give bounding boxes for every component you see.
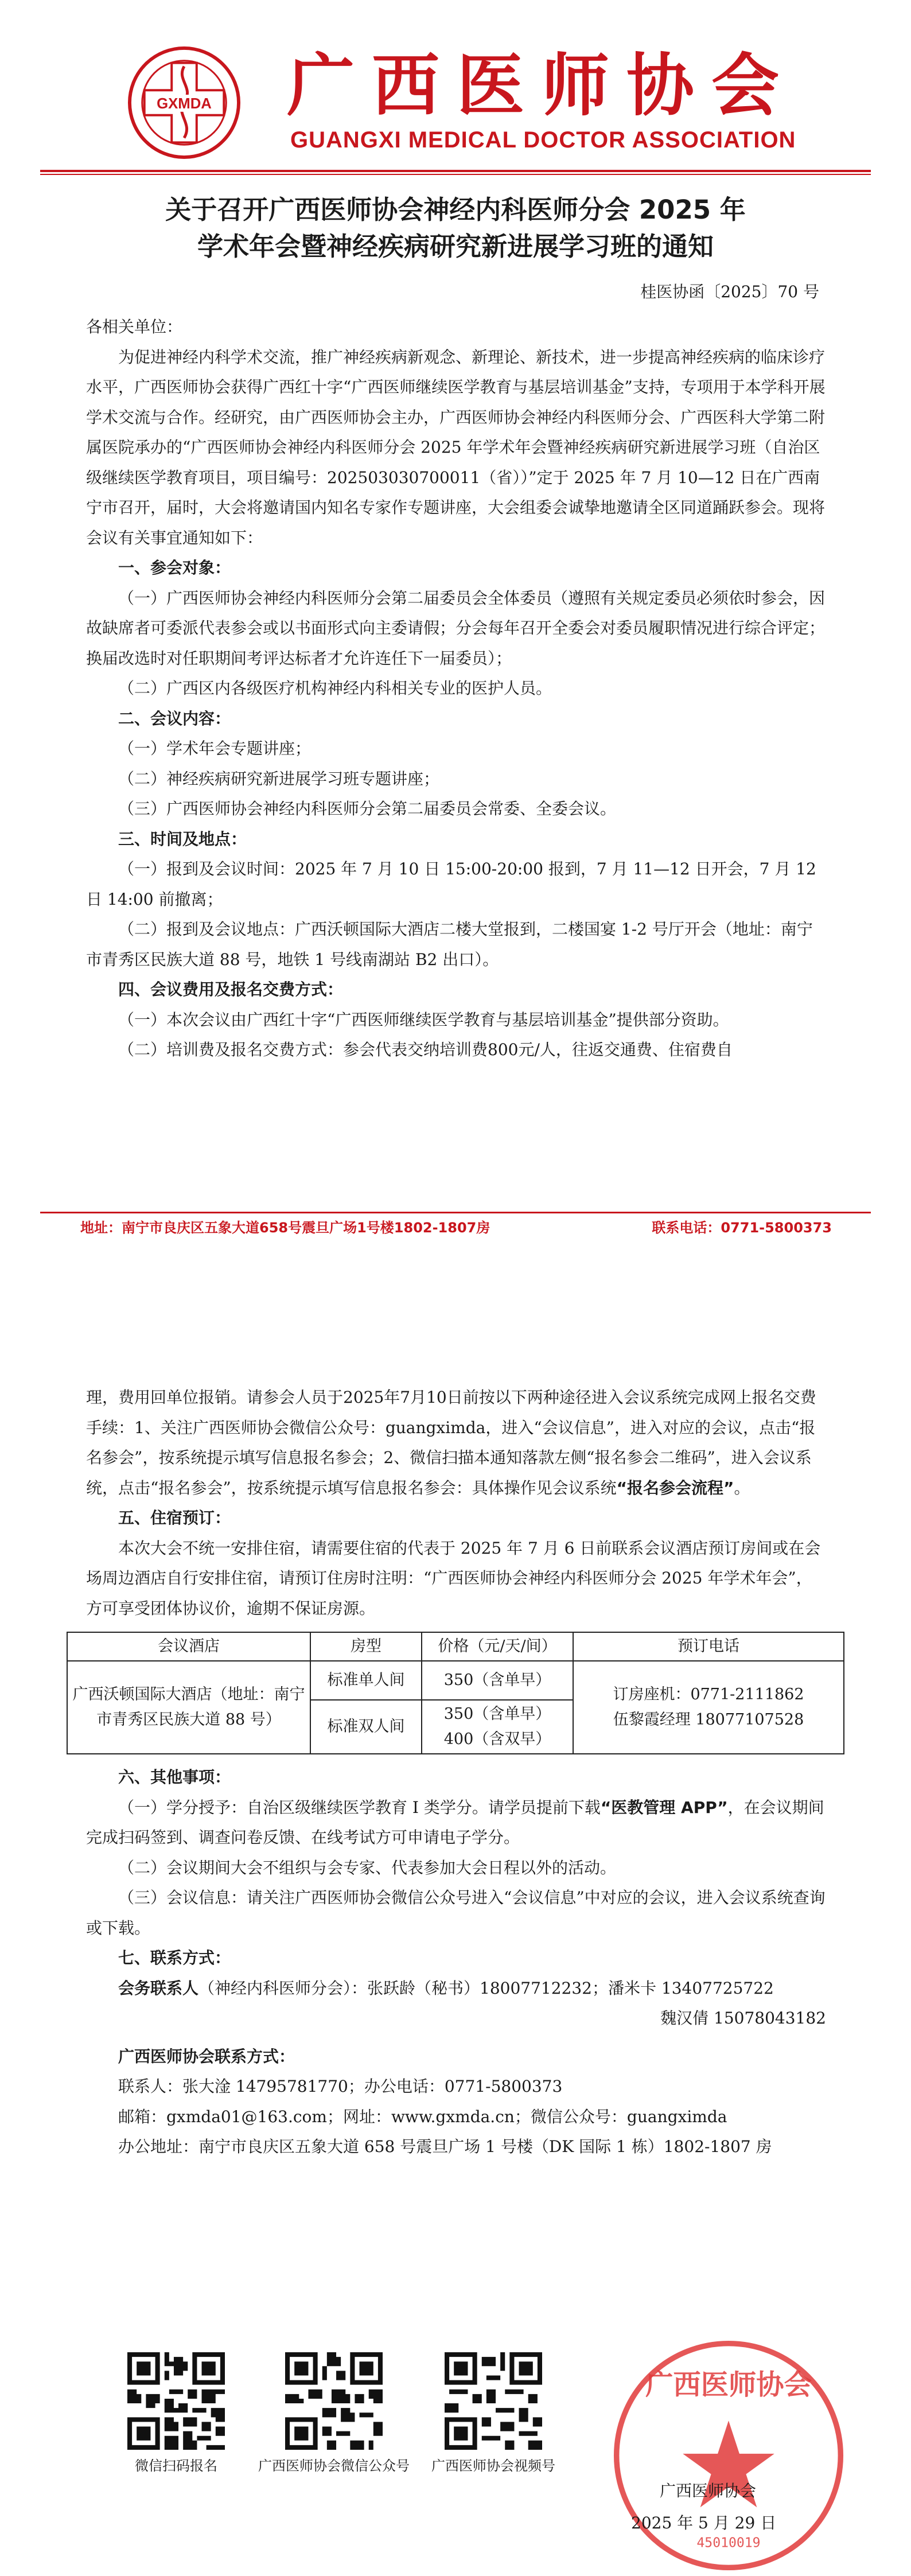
section4-item: （一）本次会议由广西红十字“广西医师继续医学教育与基层培训基金”提供部分资助。 xyxy=(118,1010,729,1029)
section6-item: （三）会议信息：请关注广西医师协会微信公众号进入“会议信息”中对应的会议，进入会议系统查询或下载。 xyxy=(86,1888,826,1937)
title-line-2: 学术年会暨神经疾病研究新进展学习班的通知 xyxy=(197,231,714,262)
meeting-contact xyxy=(86,1974,826,2004)
fee-text: 理，费用回单位报销。请参会人员于2025年7月10日前按以下两种途径进入会议系统完成网上报名交费手续：1、关注广西医师协会微信公众号：guangximda，进入“会议信息”，进入对应的会议，点击“报名参会”，按系统提示填写信息报名参会；2、微信扫描本通知落款左侧“报名参会二维码”，进入会议系统，点击“报名参会”，按系统提示填写信息报名参会：具体操作见会议系统 xyxy=(86,1388,816,1497)
intro-paragraph: 为促进神经内科学术交流，推广神经疾病新观念、新理论、新技术，进一步提高神经疾病的临床诊疗水平，广西医师协会获得广西红十字“广西医师继续医学教育与基层培训基金”支持，专项用于本学科开展学术交流与合作。经研究，由广西医师协会主办，广西医师协会神经内科医师分会、广西医科大学第二附属医院承办的“广西医师协会神经内科医师分会 2025 年学术年会暨神经疾病研究新进展学习班（自治区级继续医学教育项目，项目编号：202503030700011（省））”定于 2025 年 7 月 10—12 日在广西南宁市召开，届时，大会将邀请国内知名专家作专题讲座，大会组委会诚挚地邀请全区同道踊跃参会。现将会议有关事宜通知如下： xyxy=(86,347,826,547)
association-contact-heading: 广西医师协会联系方式： xyxy=(118,2046,295,2066)
section6-heading: 六、其他事项： xyxy=(118,1768,231,1787)
video-account-qr-code[interactable] xyxy=(445,2352,542,2450)
seal-text: 广西医师协会 xyxy=(645,2368,812,2401)
section2-heading: 二、会议内容： xyxy=(118,709,231,728)
section4-heading: 四、会议费用及报名交费方式： xyxy=(118,980,344,999)
booking-landline: 订房座机：0771-2111862 xyxy=(613,1686,804,1703)
credit-text-end: ，在会议期间完成扫码签到、调查问卷反馈、在线考试方可申请电子学分。 xyxy=(86,1797,824,1847)
section7-heading: 七、联系方式： xyxy=(118,1948,231,1967)
wechat-official-account-qr-code[interactable] xyxy=(285,2352,383,2450)
price-cell xyxy=(422,1700,573,1754)
accommodation-text: 本次大会不统一安排住宿，请需要住宿的代表于 2025 年 7 月 6 日前联系会议酒店预订房间或在会场周边酒店自行安排住宿，请预订住房时注明：“广西医师协会神经内科医师分会 2025 年学术年会”，方可享受团体协议价，逾期不保证房源。 xyxy=(86,1538,821,1618)
qr-caption: 广西医师协会视频号 xyxy=(431,2458,555,2474)
table-header-row xyxy=(67,1632,844,1661)
notice-title xyxy=(69,192,842,265)
letterhead xyxy=(0,0,911,166)
association-name-en: GUANGXI MEDICAL DOCTOR ASSOCIATION xyxy=(290,127,796,153)
section1-item: （二）广西区内各级医疗机构神经内科相关专业的医护人员。 xyxy=(118,679,552,698)
header-divider xyxy=(40,170,871,172)
section2-item: （三）广西医师协会神经内科医师分会第二届委员会常委、全委会议。 xyxy=(118,799,617,818)
greeting: 各相关单位： xyxy=(86,317,183,336)
association-logo xyxy=(127,46,241,159)
notice-body-page2 xyxy=(72,1383,826,2162)
table-header: 会议酒店 xyxy=(67,1632,310,1661)
section3-item: （二）报到及会议地点：广西沃顿国际大酒店二楼大堂报到，二楼国宴 1-2 号厅开会（地址：南宁市青秀区民族大道 88 号，地铁 1 号线南湖站 B2 出口）。 xyxy=(86,920,813,969)
booking-manager: 伍黎霞经理 18077107528 xyxy=(613,1711,804,1729)
qr-caption: 微信扫码报名 xyxy=(135,2458,217,2474)
page-footer xyxy=(80,1216,832,1236)
room-type-cell: 标准双人间 xyxy=(310,1700,422,1754)
title-line-1: 关于召开广西医师协会神经内科医师分会 2025 年 xyxy=(165,194,746,225)
document-number: 桂医协函〔2025〕70 号 xyxy=(640,282,819,301)
price-double-breakfast: 400（含双早） xyxy=(443,1730,551,1748)
association-contact-line: 办公地址：南宁市良庆区五象大道 658 号震旦广场 1 号楼（DK 国际 1 栋）1802-1807 房 xyxy=(118,2137,772,2156)
booking-phone-cell xyxy=(573,1661,844,1754)
registration-flow-label: “报名参会流程” xyxy=(616,1478,734,1497)
footer-divider xyxy=(40,1212,871,1213)
signature-date: 2025 年 5 月 29 日 xyxy=(631,2513,777,2532)
logo-text: GXMDA xyxy=(157,95,212,112)
credit-text: （一）学分授予：自治区级继续医学教育 I 类学分。请学员提前下载 xyxy=(118,1797,601,1817)
bottom-section xyxy=(0,2329,911,2570)
header-divider-thin xyxy=(40,174,871,175)
section2-item: （二）神经疾病研究新进展学习班专题讲座； xyxy=(118,769,440,788)
section1-item: （一）广西医师协会神经内科医师分会第二届委员会全体委员（遵照有关规定委员必须依时参会，因故缺席者可委派代表参会或以书面形式向主委请假；分会每年召开全委会对委员履职情况进行综合评定；换届改选时对任职期间考评达标者才允许连任下一届委员）； xyxy=(86,588,826,668)
section1-heading: 一、参会对象： xyxy=(118,558,231,577)
notice-body-page1 xyxy=(86,312,826,1065)
section4-item-continued xyxy=(86,1383,826,1503)
hotel-table xyxy=(67,1632,844,1754)
signature-org: 广西医师协会 xyxy=(660,2481,757,2500)
table-header: 价格（元/天/间） xyxy=(422,1632,573,1661)
table-header: 房型 xyxy=(310,1632,422,1661)
meeting-contact-extra: 魏汉倩 15078043182 xyxy=(660,2009,826,2028)
association-contact-line: 邮箱：gxmda01@163.com；网址：www.gxmda.cn；微信公众号：guangximda xyxy=(118,2107,727,2126)
seal-code: 45010019 xyxy=(696,2535,761,2551)
qr-caption: 广西医师协会微信公众号 xyxy=(258,2458,410,2474)
price-single-breakfast: 350（含单早） xyxy=(443,1705,551,1723)
association-name: 广西医师协会 xyxy=(287,46,797,125)
section5-heading: 五、住宿预订： xyxy=(118,1508,231,1527)
section2-item: （一）学术年会专题讲座； xyxy=(118,739,312,758)
room-type-cell: 标准单人间 xyxy=(310,1661,422,1700)
fee-text-end: 。 xyxy=(734,1478,750,1497)
section4-item: （二）培训费及报名交费方式：参会代表交纳培训费800元/人，往返交通费、住宿费自 xyxy=(118,1040,733,1059)
association-contact-line: 联系人：张大淦 14795781770；办公电话：0771-5800373 xyxy=(118,2077,563,2096)
section3-heading: 三、时间及地点： xyxy=(118,829,247,849)
registration-qr-code[interactable] xyxy=(127,2352,225,2450)
meeting-contact-label: 会务联系人 xyxy=(118,1978,199,1998)
footer-address: 地址：南宁市良庆区五象大道658号震旦广场1号楼1802-1807房 xyxy=(80,1220,490,1236)
section6-item xyxy=(86,1793,826,1853)
price-cell: 350（含单早） xyxy=(422,1661,573,1700)
section6-item: （二）会议期间大会不组织与会专家、代表参加大会日程以外的活动。 xyxy=(118,1858,617,1877)
table-row xyxy=(67,1661,844,1700)
app-name: “医教管理 APP” xyxy=(600,1797,728,1817)
footer-phone: 联系电话：0771-5800373 xyxy=(652,1220,832,1236)
table-header: 预订电话 xyxy=(573,1632,844,1661)
meeting-contact-detail: （神经内科医师分会）：张跃龄（秘书）18007712232；潘米卡 13407725722 xyxy=(198,1978,774,1998)
official-seal xyxy=(608,2335,849,2576)
section3-item: （一）报到及会议时间：2025 年 7 月 10 日 15:00-20:00 报到，7 月 11—12 日开会，7 月 12 日 14:00 前撤离； xyxy=(86,859,816,909)
hotel-name-cell: 广西沃顿国际大酒店（地址：南宁市青秀区民族大道 88 号） xyxy=(67,1661,310,1754)
